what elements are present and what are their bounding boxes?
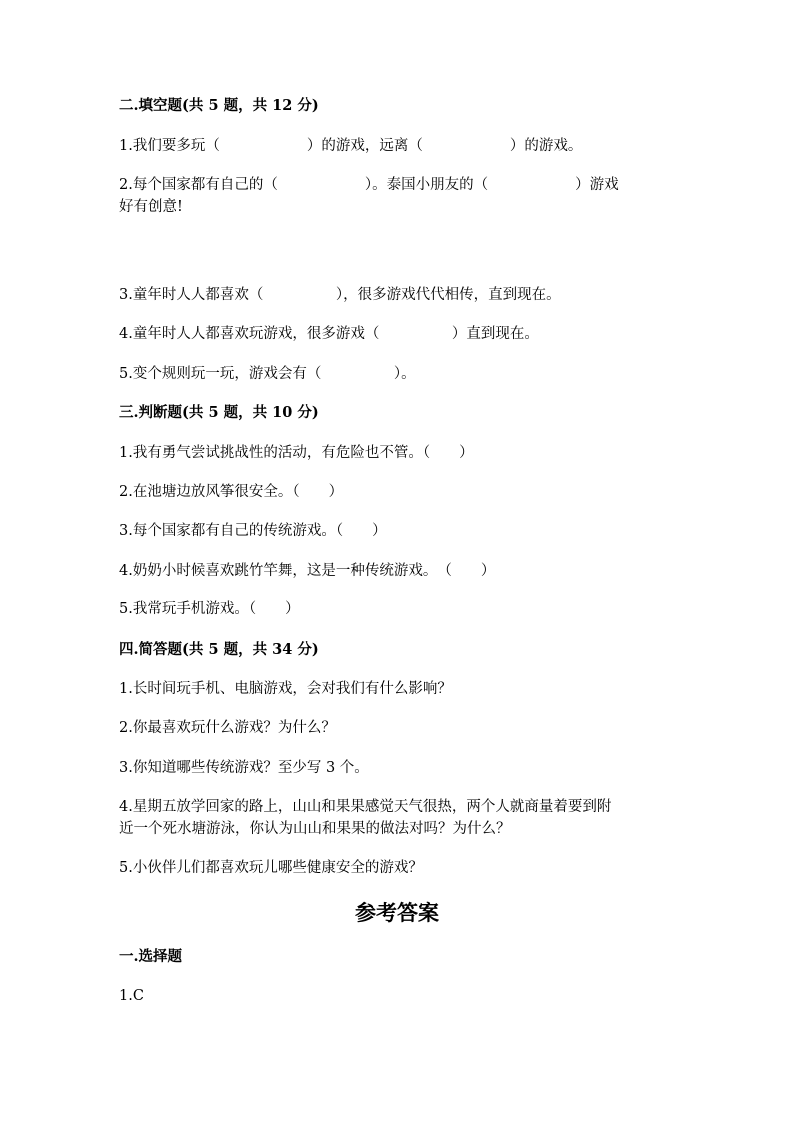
- section2-question-1: 1.我们要多玩（ ）的游戏，远离（ ）的游戏。: [119, 138, 583, 154]
- section3-question-3: 3.每个国家都有自己的传统游戏。（ ）: [119, 523, 387, 539]
- answers-section1-heading: 一.选择题: [119, 948, 183, 965]
- section2-question-4: 4.童年时人人都喜欢玩游戏，很多游戏（ ）直到现在。: [119, 326, 539, 342]
- section2-question-2-line-1: 2.每个国家都有自己的（ ）。泰国小朋友的（ ）游戏: [119, 177, 619, 193]
- section3-question-4: 4.奶奶小时候喜欢跳竹竿舞，这是一种传统游戏。 （ ）: [119, 563, 496, 579]
- section4-question-4-line-1: 4.星期五放学回家的路上，山山和果果感觉天气很热，两个人就商量着要到附: [119, 799, 612, 815]
- section3-question-1: 1.我有勇气尝试挑战性的活动，有危险也不管。（ ）: [119, 445, 474, 461]
- section4-heading: 四.简答题(共 5 题，共 34 分): [119, 641, 319, 658]
- section2-question-2-line-2: 好有创意!: [119, 199, 183, 215]
- section4-question-2: 2.你最喜欢玩什么游戏？为什么？: [119, 720, 336, 736]
- section2-question-5: 5.变个规则玩一玩，游戏会有（ ）。: [119, 366, 416, 382]
- section3-question-5: 5.我常玩手机游戏。（ ）: [119, 601, 300, 617]
- section3-question-2: 2.在池塘边放风筝很安全。（ ）: [119, 484, 344, 500]
- section4-question-1: 1.长时间玩手机、电脑游戏，会对我们有什么影响？: [119, 681, 452, 697]
- answers-title: 参考答案: [355, 900, 439, 925]
- section4-question-5: 5.小伙伴儿们都喜欢玩儿哪些健康安全的游戏？: [119, 860, 423, 876]
- section2-heading: 二.填空题(共 5 题，共 12 分): [119, 97, 319, 114]
- section4-question-4-line-2: 近一个死水塘游泳，你认为山山和果果的做法对吗？为什么？: [119, 821, 511, 837]
- answers-item-1: 1.C: [119, 988, 144, 1004]
- section2-question-3: 3.童年时人人都喜欢（ ），很多游戏代代相传，直到现在。: [119, 287, 561, 303]
- section4-question-3: 3.你知道哪些传统游戏？至少写 3 个。: [119, 760, 369, 776]
- section3-heading: 三.判断题(共 5 题，共 10 分): [119, 404, 319, 421]
